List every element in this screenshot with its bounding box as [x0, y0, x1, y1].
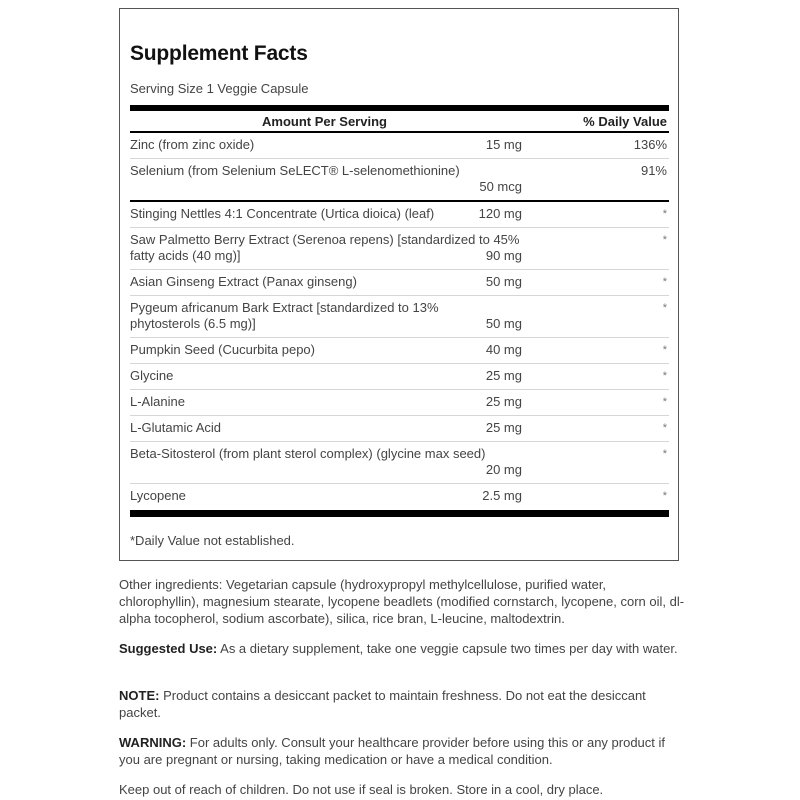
ingredient-name: Beta-Sitosterol (from plant sterol complex) (glycine max seed) — [130, 446, 486, 461]
note-text: Product contains a desiccant packet to maintain freshness. Do not eat the desiccant packet. — [119, 688, 646, 720]
table-row — [130, 270, 669, 296]
ingredient-amount: 25 mg — [485, 368, 522, 383]
ingredient-amount: 120 mg — [478, 206, 522, 221]
ingredient-amount: 50 mcg — [479, 179, 522, 194]
ingredient-name: Asian Ginseng Extract (Panax ginseng) — [130, 274, 357, 289]
header-daily-value: % Daily Value — [583, 114, 667, 129]
ingredient-daily-value: * — [662, 396, 667, 408]
note-label: NOTE: — [119, 688, 160, 703]
ingredient-amount: 15 mg — [485, 137, 522, 152]
ingredient-amount: 20 mg — [485, 462, 522, 477]
table-row — [130, 133, 669, 159]
ingredient-daily-value: 136% — [633, 137, 667, 152]
table-row — [130, 416, 669, 442]
ingredient-daily-value: * — [662, 370, 667, 382]
header-amount-per-serving: Amount Per Serving — [262, 114, 387, 129]
table-row — [130, 228, 669, 270]
ingredient-amount: 25 mg — [485, 420, 522, 435]
table-row — [130, 364, 669, 390]
ingredient-amount: 25 mg — [485, 394, 522, 409]
warning-label: WARNING: — [119, 735, 187, 750]
ingredient-name: L-Alanine — [130, 394, 185, 409]
ingredient-name: L-Glutamic Acid — [130, 420, 222, 435]
table-row — [130, 202, 669, 228]
ingredient-amount: 50 mg — [485, 274, 522, 289]
table-row — [130, 484, 669, 509]
facts-title: Supplement Facts — [130, 42, 308, 65]
ingredient-daily-value: * — [662, 234, 667, 246]
warning-text: For adults only. Consult your healthcare provider before using this or any product if you are pregnant or nursing, taking medication or have a medical condition. — [119, 735, 666, 767]
ingredient-name: Selenium (from Selenium SeLECT® L-selenomethionine) — [130, 163, 460, 178]
suggested-use — [119, 640, 689, 657]
ingredient-daily-value: * — [662, 208, 667, 220]
table-row — [130, 338, 669, 364]
ingredient-daily-value: * — [662, 448, 667, 460]
ingredient-name: Zinc (from zinc oxide) — [130, 137, 255, 152]
warning — [119, 734, 689, 768]
facts-table — [130, 105, 669, 517]
ingredient-amount: 40 mg — [485, 342, 522, 357]
note — [119, 687, 689, 721]
bottom-thick-rule — [130, 510, 669, 517]
ingredient-name: Saw Palmetto Berry Extract (Serenoa repens) [standardized to 45% fatty acids (40 mg)] — [130, 232, 520, 263]
suggested-use-text: As a dietary supplement, take one veggie capsule two times per day with water. — [217, 641, 678, 656]
table-header — [130, 111, 669, 133]
ingredient-name: Pumpkin Seed (Cucurbita pepo) — [130, 342, 315, 357]
ingredient-name: Lycopene — [130, 488, 186, 503]
ingredient-amount: 2.5 mg — [482, 488, 522, 503]
serving-size: Serving Size 1 Veggie Capsule — [130, 81, 309, 96]
other-ingredients: Other ingredients: Vegetarian capsule (hydroxypropyl methylcellulose, purified water, chlorophyllin), magnesium stearate, lycopene beadlets (modified cornstarch, lycopene, corn oil, dl-alpha tocopherol, sodium ascorbate), silica, rice bran, L-leucine, maltodextrin. — [119, 577, 685, 626]
supplement-facts-panel — [119, 8, 679, 561]
ingredient-daily-value: * — [662, 490, 667, 502]
ingredient-daily-value: * — [662, 344, 667, 356]
daily-value-footnote: *Daily Value not established. — [130, 533, 295, 548]
ingredient-daily-value: * — [662, 276, 667, 288]
table-row — [130, 159, 669, 202]
table-row — [130, 390, 669, 416]
ingredient-name: Glycine — [130, 368, 174, 383]
table-row — [130, 442, 669, 484]
ingredient-name: Stinging Nettles 4:1 Concentrate (Urtica dioica) (leaf) — [130, 206, 435, 221]
table-row — [130, 296, 669, 338]
ingredient-daily-value: * — [662, 422, 667, 434]
ingredient-daily-value: 91% — [640, 163, 667, 178]
storage-instructions: Keep out of reach of children. Do not use if seal is broken. Store in a cool, dry place. — [119, 782, 604, 797]
ingredient-name: Pygeum africanum Bark Extract [standardized to 13% phytosterols (6.5 mg)] — [130, 300, 439, 331]
ingredient-amount: 90 mg — [485, 248, 522, 263]
ingredient-daily-value: * — [662, 302, 667, 314]
suggested-use-label: Suggested Use: — [119, 641, 218, 656]
ingredient-amount: 50 mg — [485, 316, 522, 331]
